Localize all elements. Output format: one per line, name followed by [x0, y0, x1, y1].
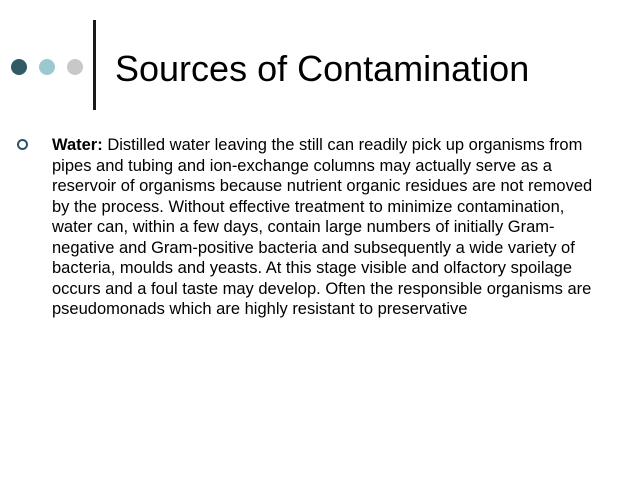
- bullet-paragraph: [52, 135, 600, 320]
- dot-light-teal: [39, 59, 55, 75]
- bullet-ring-icon: [17, 139, 28, 150]
- bullet-text: Distilled water leaving the still can readily pick up organisms from pipes and tubing and ion-exchange columns may actually serve as a reservoir of organisms because nutrient organic residues are not removed by the process. Without effective treatment to minimize contamination, water can, within a few days, contain large numbers of initially Gram-negative and Gram-positive bacteria and subsequently a wide variety of bacteria, moulds and yeasts. At this stage visible and olfactory spoilage occurs and a foul taste may develop. Often the responsible organisms are pseudomonads which are highly resistant to preservative: [52, 136, 593, 318]
- slide-title: Sources of Contamination: [115, 48, 530, 89]
- dot-gray: [67, 59, 83, 75]
- title-divider: [93, 20, 96, 110]
- decorative-dots: [11, 58, 95, 75]
- dot-dark-teal: [11, 59, 27, 75]
- bullet-label: Water:: [52, 136, 103, 154]
